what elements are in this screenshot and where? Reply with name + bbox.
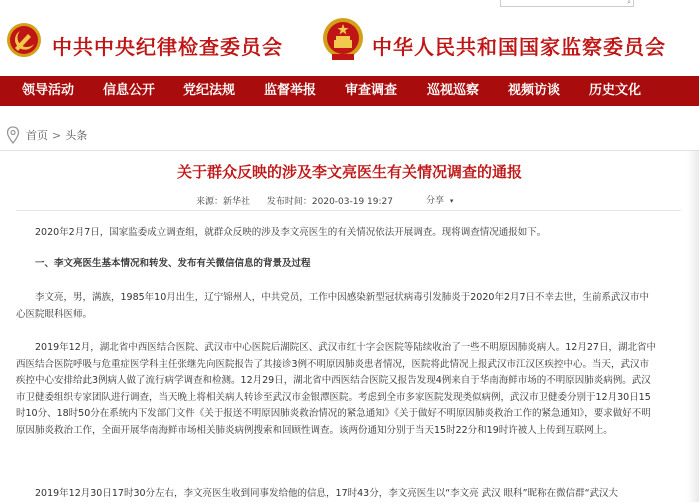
nav-item-video[interactable]: 视频访谈 [508,83,561,98]
site-title-ccdi[interactable]: 中共中央纪律检查委员会 [52,35,283,59]
share-label: 分享 [426,196,445,206]
nav-item-leadership[interactable]: 领导活动 [22,83,75,98]
site-title-nsc[interactable]: 中华人民共和国国家监察委员会 [372,35,666,59]
nav-item-investigation[interactable]: 审查调查 [345,83,398,98]
article-paragraph: 2019年12月30日17时30分左右，李文亮医生收到同事发给他的信息，17时43分，李文亮医生以“李文亮 武汉 眼科”昵称在微信群“武汉大 [35,488,619,499]
nav-item-info[interactable]: 信息公开 [103,83,156,98]
party-emblem-icon [6,22,42,58]
meta-divider [16,210,681,211]
article-date: 发布时间：2020-03-19 19:27 [266,197,393,207]
share-button[interactable] [426,193,453,206]
page-edge-shadow [687,150,699,502]
article-section-heading: 一、李文亮医生基本情况和转发、发布有关微信信息的背景及过程 [35,258,311,269]
breadcrumb-separator: > [52,128,62,142]
nav-item-regulations[interactable]: 党纪法规 [183,83,236,98]
search-input[interactable] [500,0,634,7]
site-header [0,0,699,75]
article-meta [196,194,407,207]
article-title: 关于群众反映的涉及李文亮医生有关情况调查的通报 [176,163,522,181]
nav-item-report[interactable]: 监督举报 [264,83,317,98]
national-emblem-icon [322,16,364,62]
nav-item-history[interactable]: 历史文化 [589,83,642,98]
article-paragraph: 李文亮，男，满族，1985年10月出生，辽宁锦州人，中共党员，工作中因感染新型冠状病毒引发肺炎于2020年2月7日不幸去世，生前系武汉市中心医院眼科医师。 [16,292,650,320]
article-paragraph: 2020年2月7日，国家监委成立调查组，就群众反映的涉及李文亮医生的有关情况依法开展调查。现将调查情况通报如下。 [35,227,547,238]
chevron-down-icon: ▾ [449,197,454,205]
nav-item-inspection[interactable]: 巡视巡察 [427,83,480,98]
article-source: 来源：新华社 [196,197,251,207]
main-nav [0,76,699,106]
content-divider [0,150,699,151]
article-paragraph: 2019年12月，湖北省中西医结合医院、武汉市中心医院后湖院区、武汉市红十字会医院等陆续收治了一些不明原因肺炎病人。12月27日，湖北省中西医结合医院呼吸与危重症医学科主任张继先向医院报告了其接诊3例不明原因肺炎患者情况，医院将此情况上报武汉市江汉区疾控中心。当天，武汉市疾控中心安排给此3例病人做了流行病学调查和检测。12月29日，湖北省中西医结合医院又报告发现4例来自于华南海鲜市场的不明原因肺炎病例。武汉市卫健委组织专家团队进行调查，当天晚上将相关病人转诊至武汉市金银潭医院。考虑到全市多家医院发现类似病例，武汉市卫健委分别于12月30日15时10分、18时50分在系统内下发部门文件《关于报送不明原因肺炎救治情况的紧急通知》《关于做好不明原因肺炎救治工作的紧急通知》，要求做好不明原因肺炎救治工作，全面开展华南海鲜市场相关肺炎病例搜索和回顾性调查。该两份通知分别于当天15时22分和19时许被人上传到互联网上。 [16,342,656,436]
breadcrumb [6,126,87,144]
search-icon[interactable]: ⌕ [627,0,631,6]
breadcrumb-headline-link[interactable]: 头条 [65,129,88,142]
location-pin-icon [6,126,20,144]
breadcrumb-home-link[interactable]: 首页 [26,129,48,142]
